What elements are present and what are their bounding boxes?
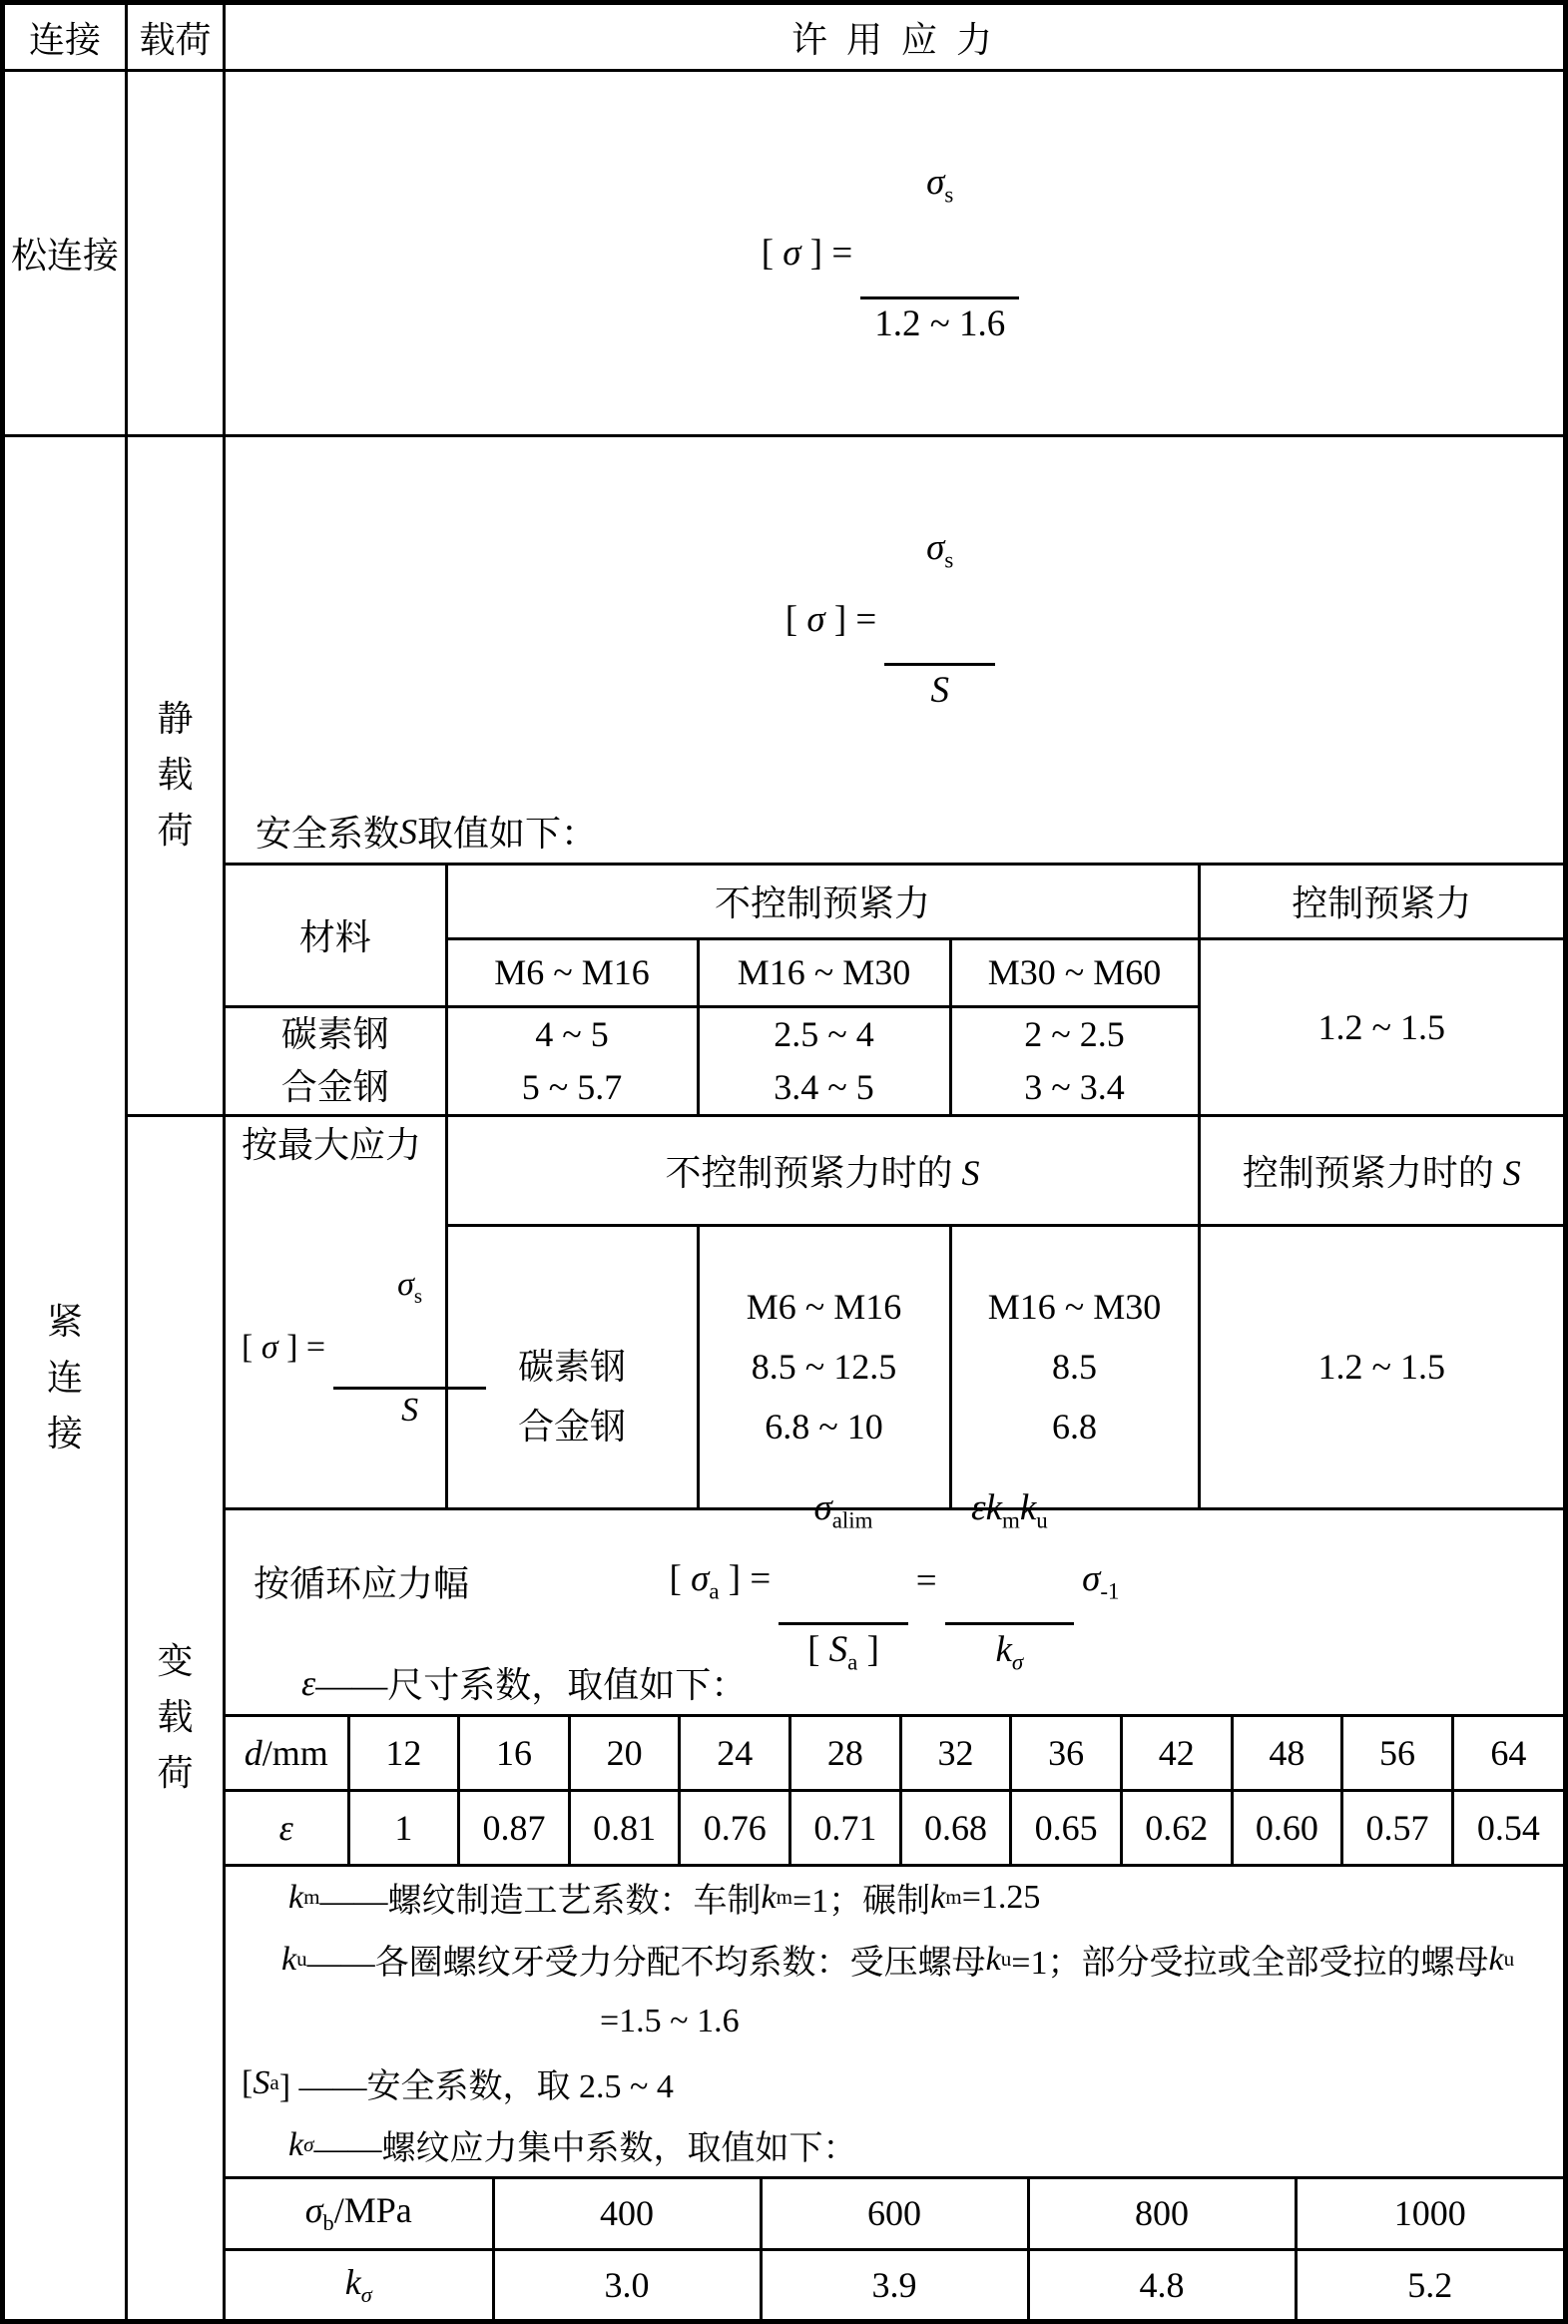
text-run: [ [242,2063,254,2101]
fraction-denominator [945,1622,1075,1678]
cyclic-stress-section [226,1486,1563,2320]
d-label-cell [226,1715,348,1790]
table-cell: 0.57 [1342,1790,1453,1865]
text-run: alim [831,1507,873,1533]
cell-line: M16 ~ M30 [987,1287,1162,1328]
formula-lhs [762,232,853,275]
materials-cell [226,1006,446,1114]
fraction [860,72,1019,434]
header-row [3,3,1566,71]
text-run: S [401,1391,419,1429]
text-run: =1.25 [961,1878,1041,1916]
text-run: S [253,2063,270,2101]
size-m30-m60-header-cell: M30 ~ M60 [950,938,1199,1006]
text-run: σ [397,1265,414,1303]
fraction [884,437,995,800]
text-run: k [1488,1940,1504,1978]
header-load-cell: 载荷 [127,3,225,71]
formula-equals [916,1559,937,1602]
text-run: σ [691,1557,710,1599]
text-run: m [303,1885,320,1910]
fraction [945,1398,1075,1765]
cell-line: 6.8 ~ 10 [765,1407,883,1448]
text-run: /mm [261,1732,328,1773]
table-cell: 4.8 [1028,2249,1296,2319]
table-cell: 56 [1342,1715,1453,1790]
size-m6-m16-header-cell: M6 ~ M16 [446,938,698,1006]
loose-formula [762,72,1028,434]
table-cell: 1 [348,1790,459,1865]
text-run: k [995,1629,1012,1671]
text-run: ] [857,1629,879,1671]
variable-content-cell [225,1115,1566,2321]
k-sigma-table [226,2176,1563,2320]
text-run: d [244,1732,262,1773]
text-run: u [1503,1947,1515,1972]
static-content [226,437,1563,1113]
text-run: σ [813,1486,832,1528]
text-run: ——尺寸系数，取值如下： [315,1665,748,1706]
fraction-numerator [884,523,995,576]
material-header-cell: 材料 [226,864,446,1006]
text-run: [ [807,1629,829,1671]
max-stress-caption: 按最大应力 [242,1124,422,1165]
fraction-denominator [860,296,1019,348]
text-run: σ [303,2132,314,2157]
variable-load-label: 变载荷 [157,1641,194,1793]
table-cell: 0.62 [1121,1790,1232,1865]
text-run: = [915,1560,937,1602]
cell-line: 8.5 [1052,1347,1097,1388]
text-run: s [944,547,954,573]
text-run: σ [1082,1557,1101,1599]
text-run: [ [761,233,784,275]
table-cell: 5.2 [1296,2249,1563,2319]
cyclic-formula-row [226,1486,1563,1675]
loose-formula-cell [225,71,1566,436]
static-load-row [3,436,1566,1115]
loose-connection-label-cell: 松连接 [3,71,127,436]
note-ku-continued [226,1991,1563,2052]
fraction [779,1398,908,1765]
loose-connection-row [3,71,1566,436]
table-cell: 3.9 [761,2249,1028,2319]
fraction-denominator [333,1387,486,1432]
text-run: ] = [277,1328,326,1366]
text-run: ——各圈螺纹牙受力分配不均系数：受压螺母 [306,1945,986,1983]
m6-m16-values-cell [446,1006,698,1114]
tight-connection-label-cell [3,436,127,2322]
controlled-preload-header-cell: 控制预紧力 [1199,864,1563,938]
text-run: k [985,1486,1002,1528]
controlled-preload-value-cell: 1.2 ~ 1.5 [1199,938,1563,1114]
text-run: S [1502,1152,1521,1193]
table-cell: 800 [1028,2177,1296,2249]
k-sigma-label-cell [226,2249,493,2319]
text-run: [ [669,1557,692,1599]
text-run: ] = [824,598,877,640]
cyclic-formula [670,1398,1120,1765]
text-run: m [945,1885,962,1910]
cell-line: 碳素钢 [280,1013,389,1054]
text-run: u [296,1947,307,1972]
text-run: 取值如下： [417,814,598,855]
table-cell: 0.76 [680,1790,790,1865]
table-cell: 32 [900,1715,1011,1790]
cell-line: 5 ~ 5.7 [521,1066,623,1107]
text-run: ] = [719,1557,772,1599]
sigma-b-row [226,2177,1563,2249]
text-run: σ [261,1328,278,1366]
m16-m30-values-cell [698,1006,950,1114]
controlled-s-header-cell [1199,1117,1563,1226]
cell-line: 合金钢 [280,1066,389,1107]
table-cell: 0.54 [1452,1790,1563,1865]
text-run: -1 [1100,1578,1120,1604]
text-run: =1；碾制 [792,1883,931,1921]
sigma-b-label-cell [226,2177,493,2249]
text-run: 不控制预紧力时的 [665,1152,962,1193]
text-run: a [847,1649,858,1675]
text-run: ] = [800,233,853,275]
text-run: σ [926,527,945,569]
table-cell: 16 [459,1715,570,1790]
cell-line: 2.5 ~ 4 [774,1013,874,1054]
cell-line: 6.8 [1052,1407,1097,1448]
epsilon-label-cell [226,1790,348,1865]
table-cell: 0.68 [900,1790,1011,1865]
text-run: k [1019,1486,1037,1528]
table-cell: 0.65 [1011,1790,1122,1865]
controlled-s-value-cell: 1.2 ~ 1.5 [1199,1225,1563,1508]
formula-lhs [242,1329,325,1367]
cell-line: 3.4 ~ 5 [774,1066,874,1107]
text-run: b [322,2210,334,2236]
text-run: k [761,1878,777,1916]
size-m16-m30-header-cell: M16 ~ M30 [698,938,950,1006]
table-cell: 42 [1121,1715,1232,1790]
static-content-cell [225,436,1566,1115]
text-run: [ [784,598,807,640]
table-cell: 0.60 [1232,1790,1342,1865]
text-run: ——螺纹应力集中系数，取值如下： [313,2130,857,2168]
table-cell: 24 [680,1715,790,1790]
text-run: 控制预紧力时的 [1242,1152,1503,1193]
safety-factor-intro [226,801,1563,863]
table-cell: 0.71 [790,1790,901,1865]
text-run: ε [301,1662,316,1703]
fraction-numerator [945,1483,1075,1536]
text-run: s [413,1283,423,1308]
text-run: m [1002,1507,1020,1533]
fraction-numerator [333,1264,486,1311]
text-run: ε [278,1807,293,1848]
text-run: k [288,2125,304,2163]
table-cell: 28 [790,1715,901,1790]
text-run: k [930,1878,946,1916]
table-cell: 36 [1011,1715,1122,1790]
table-cell: 0.87 [459,1790,570,1865]
text-run: S [399,811,418,852]
text-run: ——螺纹制造工艺系数：车制 [319,1883,762,1921]
loose-empty-cell [127,71,225,436]
fraction-numerator [779,1483,908,1536]
uncontrolled-preload-header-cell: 不控制预紧力 [446,864,1199,938]
text-run: ε [970,1486,986,1528]
formula-lhs [785,598,877,641]
text-run: σ [1011,1649,1024,1675]
table-cell: 64 [1452,1715,1563,1790]
max-stress-caption-stack [226,1117,445,1507]
text-run: u [1000,1947,1012,1972]
text-run: [ [242,1328,261,1366]
cell-line: M6 ~ M16 [746,1287,902,1328]
text-run: k [281,1940,297,1978]
cyclic-caption: 按循环应力幅 [254,1563,470,1604]
text-run: u [1036,1507,1048,1533]
m30-m60-values-cell [950,1006,1199,1114]
note-ku [226,1929,1563,1991]
text-run: k [344,2262,361,2303]
text-run: S [930,669,950,711]
cell-line: 4 ~ 5 [535,1013,609,1054]
text-run: σ [806,598,825,640]
fraction [333,1188,486,1507]
cell-line: 碳素钢 [517,1347,626,1388]
table-cell: 12 [348,1715,459,1790]
table-cell: 600 [761,2177,1028,2249]
text-run: σ [783,233,801,275]
header-connection-cell: 连接 [3,3,127,71]
text-run: =1；部分受拉或全部受拉的螺母 [1011,1945,1489,1983]
text-run: ] ——安全系数，取 2.5 ~ 4 [278,2068,674,2106]
max-stress-caption-cell [226,1117,446,1508]
cell-line: 2 ~ 2.5 [1024,1013,1125,1054]
text-run: m [776,1885,792,1910]
text-run: s [944,182,954,208]
fraction-numerator [860,158,1019,211]
table-cell: 0.81 [569,1790,680,1865]
text-run: σ [360,2282,372,2308]
variable-load-row [3,1115,1566,2321]
fraction-denominator [779,1622,908,1678]
text-run: a [709,1578,720,1604]
tight-connection-label: 紧连接 [46,1302,83,1453]
max-stress-formula [242,1188,494,1507]
text-run: σ [304,2190,323,2231]
cell-line: 8.5 ~ 12.5 [751,1347,897,1388]
safety-factor-table [226,863,1563,1114]
text-run: σ [926,162,945,203]
static-load-label: 静载荷 [157,699,194,851]
text-run: k [288,1878,304,1916]
note-sa [226,2052,1563,2114]
text-run: 1.2 ~ 1.6 [874,303,1006,345]
table-cell: 20 [569,1715,680,1790]
table-row [226,864,1563,938]
static-stress-formula [785,437,1004,800]
static-load-label-cell [127,436,225,1115]
epsilon-values-row [226,1790,1563,1865]
text-run: S [828,1629,848,1671]
note-ksigma [226,2114,1563,2176]
text-run: /MPa [333,2190,412,2231]
text-run: a [269,2070,279,2095]
table-cell: 400 [493,2177,761,2249]
formula-tail [1082,1557,1119,1604]
formula-lhs [670,1557,772,1604]
fraction-denominator [884,663,995,715]
uncontrolled-s-header-cell [446,1117,1199,1226]
k-sigma-values-row [226,2249,1563,2319]
text-run: 安全系数 [256,814,400,855]
variable-content [226,1117,1563,2319]
table-cell: 3.0 [493,2249,761,2319]
text-run: S [961,1152,980,1193]
table-cell: 1000 [1296,2177,1563,2249]
table-cell: 48 [1232,1715,1342,1790]
static-formula-area [226,437,1563,800]
cell-line: 3 ~ 3.4 [1024,1066,1125,1107]
notes-block [226,1867,1563,2176]
text-run: =1.5 ~ 1.6 [600,2002,740,2039]
header-allowable-stress-cell: 许 用 应 力 [225,3,1566,71]
table-row [226,1117,1563,1226]
text-run: k [985,1940,1001,1978]
note-km [226,1867,1563,1929]
variable-load-label-cell [127,1115,225,2321]
cell-line: 合金钢 [517,1407,626,1448]
